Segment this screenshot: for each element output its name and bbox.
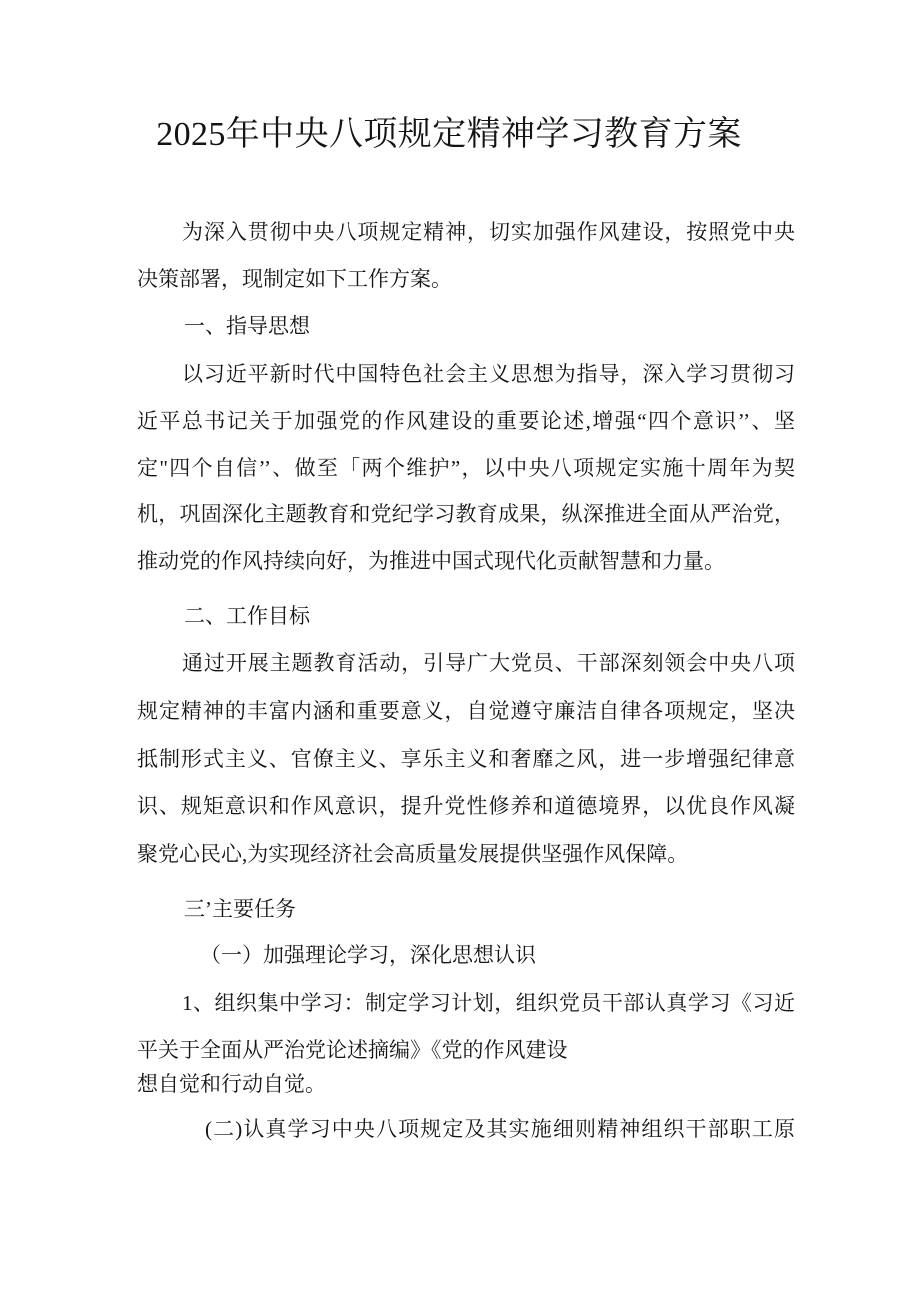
paragraph-line: 平关于全面从严治党论述摘编》《党的作风建设 <box>137 1038 568 1062</box>
paragraph-line: 识、规矩意识和作风意识，提升党性修养和道德境界，以优良作风凝 <box>137 794 795 818</box>
paragraph-line: 近平总书记关于加强党的作风建设的重要论述,增强“四个意识’’、坚 <box>137 409 795 433</box>
document-title: 2025年中央八项规定精神学习教育方案 <box>156 116 742 153</box>
section-heading: 三’主要任务 <box>184 897 296 921</box>
paragraph-line: 规定精神的丰富内涵和重要意义，自觉遵守廉洁自律各项规定，坚决 <box>137 699 795 723</box>
paragraph-line: 以习近平新时代中国特色社会主义思想为指导，深入学习贯彻习 <box>182 362 795 386</box>
paragraph-line: 1、组织集中学习：制定学习计划，组织党员干部认真学习《习近 <box>182 991 795 1015</box>
subsection-heading: （一）加强理论学习，深化思想认识 <box>200 943 536 967</box>
paragraph-line: (二)认真学习中央八项规定及其实施细则精神组织干部职工原 <box>205 1117 795 1141</box>
paragraph-line: 为深入贯彻中央八项规定精神，切实加强作风建设，按照党中央 <box>182 220 795 244</box>
paragraph-line: 决策部署，现制定如下工作方案。 <box>137 267 452 291</box>
paragraph-line: 抵制形式主义、官僚主义、享乐主义和奢靡之风，进一步增强纪律意 <box>137 747 795 771</box>
paragraph-line: 定"四个自信’’、做至「两个维护”，以中央八项规定实施十周年为契 <box>137 456 795 480</box>
section-heading: 二、工作目标 <box>184 604 310 628</box>
paragraph-line: 机，巩固深化主题教育和党纪学习教育成果，纵深推进全面从严治党， <box>137 502 795 526</box>
paragraph-line: 通过开展主题教育活动，引导广大党员、干部深刻领会中央八项 <box>182 651 795 675</box>
section-heading: 一、指导思想 <box>184 314 310 338</box>
paragraph-line: 推动党的作风持续向好，为推进中国式现代化贡献智慧和力量。 <box>137 549 725 573</box>
paragraph-line: 聚党心民心,为实现经济社会高质量发展提供坚强作风保障。 <box>137 842 689 866</box>
paragraph-line: 想自觉和行动自觉。 <box>137 1072 326 1096</box>
